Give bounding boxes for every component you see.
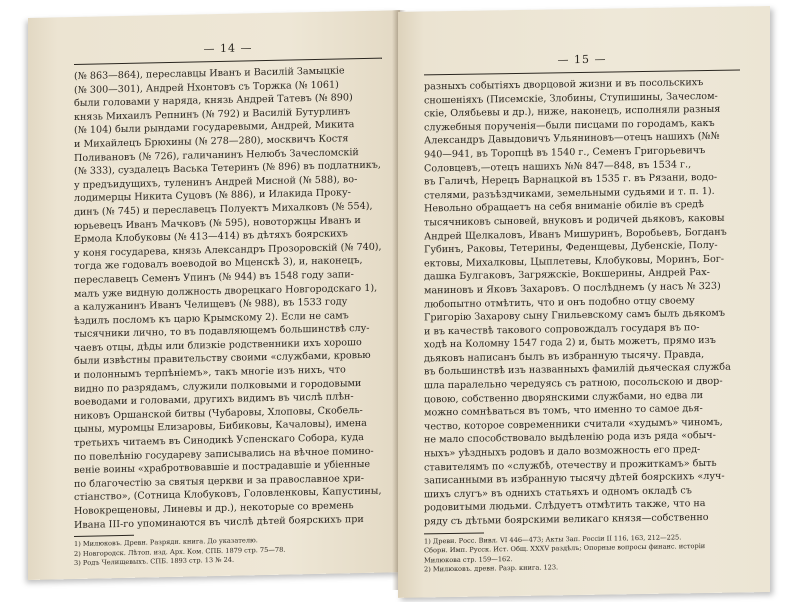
text-line: (№ 300—301), Андрей Нхонтовъ съ Торжка (№ 1061) — [74, 79, 339, 96]
text-line: тысячниковъ сыновей, внуковъ и родичей дьяковъ, каковы — [424, 212, 725, 229]
text-line: лодимерцы Никита Суцовъ (№ 886), и Илакида Проку- — [74, 187, 351, 205]
text-line: Губинъ, Раковы, Тетерины, Феденщевы, Дубенскiе, Полу- — [424, 239, 718, 256]
text-line: не мало способствовало выдѣленiю рода изъ ряда «обыч- — [424, 430, 716, 446]
footnote-line: Милюкова стр. 159—162. — [424, 554, 513, 565]
text-line: служебныя порученiя—были писцами по городамъ, какъ — [424, 117, 715, 134]
text-line: видно по разрядамъ, служили полковыми и городовыми — [74, 377, 362, 395]
text-line: родовитыми людьми. Слѣдуетъ отмѣтить также, что на — [424, 498, 706, 514]
text-line: (№ 863—864), переславцы Иванъ и Василiй Замыцкiе — [74, 65, 345, 83]
text-line: тогда же годовалъ воеводой во Мценскѣ 3), и, наконецъ, — [74, 255, 363, 273]
text-line: никовъ Оршанской битвы (Чубаровы, Хлоповы, Скобель- — [74, 404, 363, 422]
footnote-line: 1) Древн. Росс. Вивл. VI 446—473; Акты Зап. Россiи II 116, 163, 212—225. — [424, 532, 682, 546]
right-page-footnotes — [424, 532, 740, 575]
text-line: по повелѣнiю государеву записывались на вѣчное помино- — [74, 445, 374, 463]
text-line: Александръ Давыдовичъ Ульяниновъ—отецъ нашихъ (№№ — [424, 131, 720, 147]
text-line: чество, которое современники считали «худымъ» чиномъ, — [424, 416, 723, 433]
text-line: Ермола Клобуковы (№ 413—414) въ дѣтяхъ боярскихъ — [74, 228, 348, 246]
text-line: стiанство», (Сотница Клобуковъ, Головленковы, Капустины, — [74, 486, 382, 504]
text-line: князь Михаилъ Репнинъ (№ 792) и Василiй Бутурлинъ — [74, 106, 351, 123]
text-line: можно сомнѣваться въ томъ, что именно то самое дья- — [424, 403, 703, 419]
footnote-line: 2) Новгородск. Лѣтоп. изд. Арх. Ком. СПБ. 1879 стр. 75—78. — [74, 545, 286, 558]
text-line: ряду съ дѣтьми боярскими великаго князя—собственно — [424, 511, 709, 528]
text-line: третьихъ читаемъ въ Синодикѣ Успенскаго Собора, куда — [74, 431, 364, 450]
text-line: Андрей Щелкаловъ, Иванъ Мишуринъ, Воробьевъ, Богданъ — [424, 226, 727, 242]
text-line: Невольно обращаетъ на себя вниманiе обилiе въ средѣ — [424, 199, 704, 215]
text-line: шихъ слугъ» въ однихъ статьяхъ и одномъ окладѣ съ — [424, 485, 692, 501]
text-line: и Михайлецъ Брюхины (№ 278—280), москвичъ Костя — [74, 133, 349, 151]
text-line: у предъидущихъ, туленинъ Андрей Мисной (№ 588), во- — [74, 173, 358, 191]
header-rule-right — [424, 69, 740, 75]
left-page-footnotes — [74, 534, 382, 569]
footnote-rule-left — [74, 535, 134, 537]
text-line: и полоннымъ терпѣнiемъ», такъ многiе изъ нихъ, что — [74, 364, 346, 382]
text-line: тысячники лично, то въ подавляющемъ большинствѣ слу- — [74, 323, 370, 341]
text-line: динъ (№ 745) и переславецъ Полуектъ Михалковъ (№ 554), — [74, 200, 373, 218]
text-line: чаевъ отцы, дѣды или близкiе родственники ихъ хорошо — [74, 336, 362, 354]
text-line: любопытно отмѣтить, что и онъ подобно отцу своему — [424, 294, 695, 310]
text-line: у коня государева, князь Александръ Прозоровскiй (№ 740), — [74, 241, 382, 259]
text-line: разныхъ событiяхъ дворцовой жизни и въ посольскихъ — [424, 77, 704, 93]
text-line: цыны, муромцы Елизаровы, Бибиковы, Качаловы), имена — [74, 418, 367, 436]
text-line: венiе воины «храбротвовавшiе и пострадавшiе и убiенные — [74, 459, 371, 477]
text-line: въ большинствѣ изъ названныхъ фамилiй дьяческая служба — [424, 362, 731, 378]
text-line: воеводами и головами, другихъ видимъ въ числѣ плѣн- — [74, 391, 354, 409]
text-line: ставителямъ по «службѣ, отечеству и прожиткамъ» быть — [424, 457, 717, 474]
left-page-text — [74, 64, 382, 533]
left-page — [28, 10, 400, 580]
text-line: и въ качествѣ такового сопровождалъ государя въ по- — [424, 321, 700, 338]
footnote-line: Сборн. Имп. Русск. Ист. Общ. XXXV раздѣлъ; Опорные вопросы финанс. исторiи — [424, 542, 706, 555]
text-line: (№ 333), суздалецъ Васька Тетеринъ (№ 896) въ подлатникъ, — [74, 159, 381, 178]
text-line: ектовы, Михалковы, Цыплетевы, Клобуковы, Моринъ, Бог- — [424, 253, 724, 270]
text-line: Ивана III-го упоминаются въ числѣ дѣтей боярскихъ при — [74, 513, 364, 531]
footnote-rule-right — [424, 532, 484, 534]
text-line: были извѣстны правительству своими «службами, кровью — [74, 350, 371, 368]
text-line: ходѣ на Коломну 1547 года 2) и, быть можетъ, прямо изъ — [424, 335, 716, 351]
text-line: 940—941, въ Торопцѣ въ 1540 г., Семенъ Григорьевичъ — [424, 144, 706, 161]
page-number-right: — 15 — — [557, 52, 607, 67]
right-page — [398, 6, 770, 598]
text-line: Григорiю Захарову сыну Гнильевскому самъ былъ дьякомъ — [424, 307, 725, 324]
text-line: дьяковъ написанъ былъ въ избранную тысячу. Правда, — [424, 348, 705, 365]
text-line: въ Галичѣ, Нерецъ Варнацкой въ 1535 г. въ Рязани, водо- — [424, 171, 718, 188]
text-line: шла паралельно чередуясь съ ратною, посольскою и двор- — [424, 375, 723, 392]
footnote-line: 3) Родъ Челищевыхъ. СПБ. 1893 стр. 13 № 24. — [74, 556, 235, 568]
text-line: а калужанинъ Иванъ Челищевъ (№ 988), въ 1533 году — [74, 296, 348, 314]
text-line: Соловцевъ,—отецъ нашихъ №№ 847—848, въ 1534 г., — [424, 158, 692, 174]
page-number-left: — 14 — — [203, 41, 253, 56]
text-line: были головами у наряда, князь Андрей Татевъ (№ 890) — [74, 92, 353, 110]
text-line: Новокрещеновы, Линевы и др.), некоторые со времень — [74, 500, 354, 518]
text-line: юрьевецъ Иванъ Мачковъ (№ 595), новоторжцы Иванъ и — [74, 214, 361, 232]
text-line: скiе, Олябьевы и др.), ниже, наконецъ, исполняли разныя — [424, 103, 721, 120]
text-line: стелями, разъѣздчиками, земельными судьями и т. п. 1). — [424, 185, 715, 202]
text-line: сношенiяхъ (Писемскiе, Злобины, Ступишины, Зачеслом- — [424, 90, 718, 107]
text-line: записанными въ избранную тысячу дѣтей боярскихъ «луч- — [424, 470, 725, 487]
text-line: малъ уже видную должность дворецкаго Новгородскаго 1), — [74, 282, 378, 300]
footnote-line: 2) Милюковъ. древн. Разр. книга. 123. — [424, 563, 559, 574]
text-line: дашка Булгаковъ, Загряжскiе, Вокшерины, Андрей Рах- — [424, 267, 710, 283]
text-line: цовою, собственно дворянскими службами, но едва ли — [424, 389, 704, 406]
text-line: Поливановъ (№ 726), галичанинъ Нелюбъ Зачесломскiй — [74, 146, 359, 164]
text-line: ѣздилъ посломъ къ царю Крымскому 2). Если не самъ — [74, 309, 349, 327]
text-line: переславецъ Семенъ Упинъ (№ 944) въ 1548 году запи- — [74, 269, 354, 286]
right-page-text — [424, 75, 740, 529]
text-line: маниновъ и Яковъ Захаровъ. О послѣднемъ (у насъ № 323) — [424, 280, 721, 297]
text-line: (№ 104) были рындами государевыми, Андрей, Микита — [74, 119, 355, 137]
text-line: по благочестiю за святыя церкви и за православное хри- — [74, 472, 365, 490]
text-line: ныхъ» уѣздныхъ родовъ и дало возможность его пред- — [424, 444, 701, 460]
footnote-line: 1) Милюковъ. Древн. Разрядн. книга. До указателю. — [74, 536, 258, 549]
